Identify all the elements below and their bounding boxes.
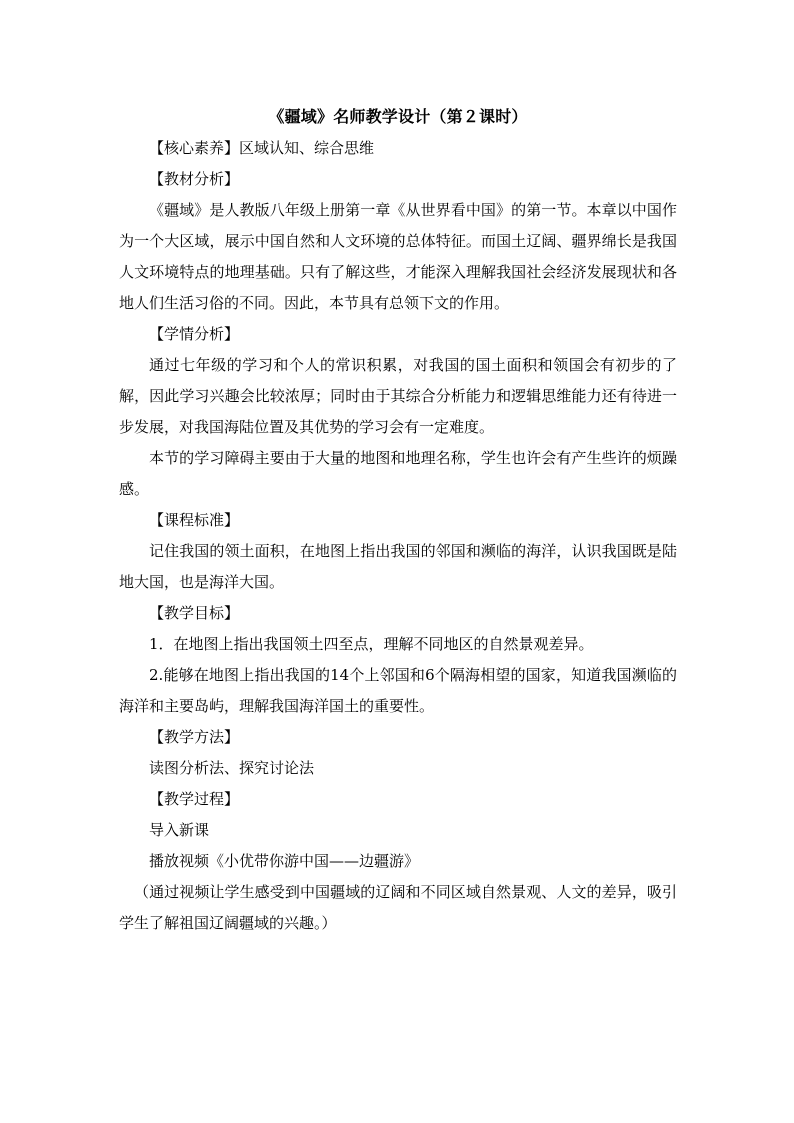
textbook-analysis-paragraph: 《疆域》是人教版八年级上册第一章《从世界看中国》的第一节。本章以中国作为一个大区域，展示中国自然和人文环境的总体特征。而国土辽阔、疆界绵长是我国人文环境特点的地理基础。只有了解这些，才能深入理解我国社会经济发展现状和各地人们生活习俗的不同。因此，本节具有总领下文的作用。: [119, 201, 677, 312]
document-title: 《疆域》名师教学设计（第２课时）: [268, 107, 528, 126]
student-analysis-paragraph-2: 本节的学习障碍主要由于大量的地图和地理名称，学生也许会有产生些许的烦躁感。: [119, 449, 677, 498]
teaching-goal-1: 1．在地图上指出我国领土四至点，理解不同地区的自然景观差异。: [149, 635, 594, 653]
document-body: [119, 100, 677, 939]
teaching-methods-text: 读图分析法、探究讨论法: [149, 759, 315, 777]
core-literacy-line: 【核心素养】区域认知、综合思维: [149, 139, 375, 157]
lesson-intro: 导入新课: [149, 821, 210, 839]
student-analysis-paragraph-1: 通过七年级的学习和个人的常识积累，对我国的国土面积和领国会有初步的了解，因此学习兴趣会比较浓厚；同时由于其综合分析能力和逻辑思维能力还有待进一步发展，对我国海陆位置及其优势的学习会有一定难度。: [119, 356, 677, 436]
teaching-goal-2: 2.能够在地图上指出我国的14个上邻国和6个隔海相望的国家，知道我国濒临的海洋和主要岛屿，理解我国海洋国土的重要性。: [119, 666, 677, 715]
video-line: 播放视频《小优带你游中国——边疆游》: [149, 852, 420, 870]
teaching-methods-heading: 【教学方法】: [149, 728, 240, 746]
teaching-goals-heading: 【教学目标】: [149, 604, 240, 622]
curriculum-standard-paragraph: 记住我国的领土面积，在地图上指出我国的邻国和濒临的海洋，认识我国既是陆地大国，也是海洋大国。: [119, 542, 677, 591]
student-analysis-heading: 【学情分析】: [149, 325, 240, 343]
teaching-process-heading: 【教学过程】: [149, 790, 240, 808]
textbook-analysis-heading: 【教材分析】: [149, 170, 240, 188]
video-note: （通过视频让学生感受到中国疆域的辽阔和不同区域自然景观、人文的差异，吸引学生了解祖国辽阔疆域的兴趣。）: [119, 883, 677, 932]
curriculum-standard-heading: 【课程标准】: [149, 511, 240, 529]
